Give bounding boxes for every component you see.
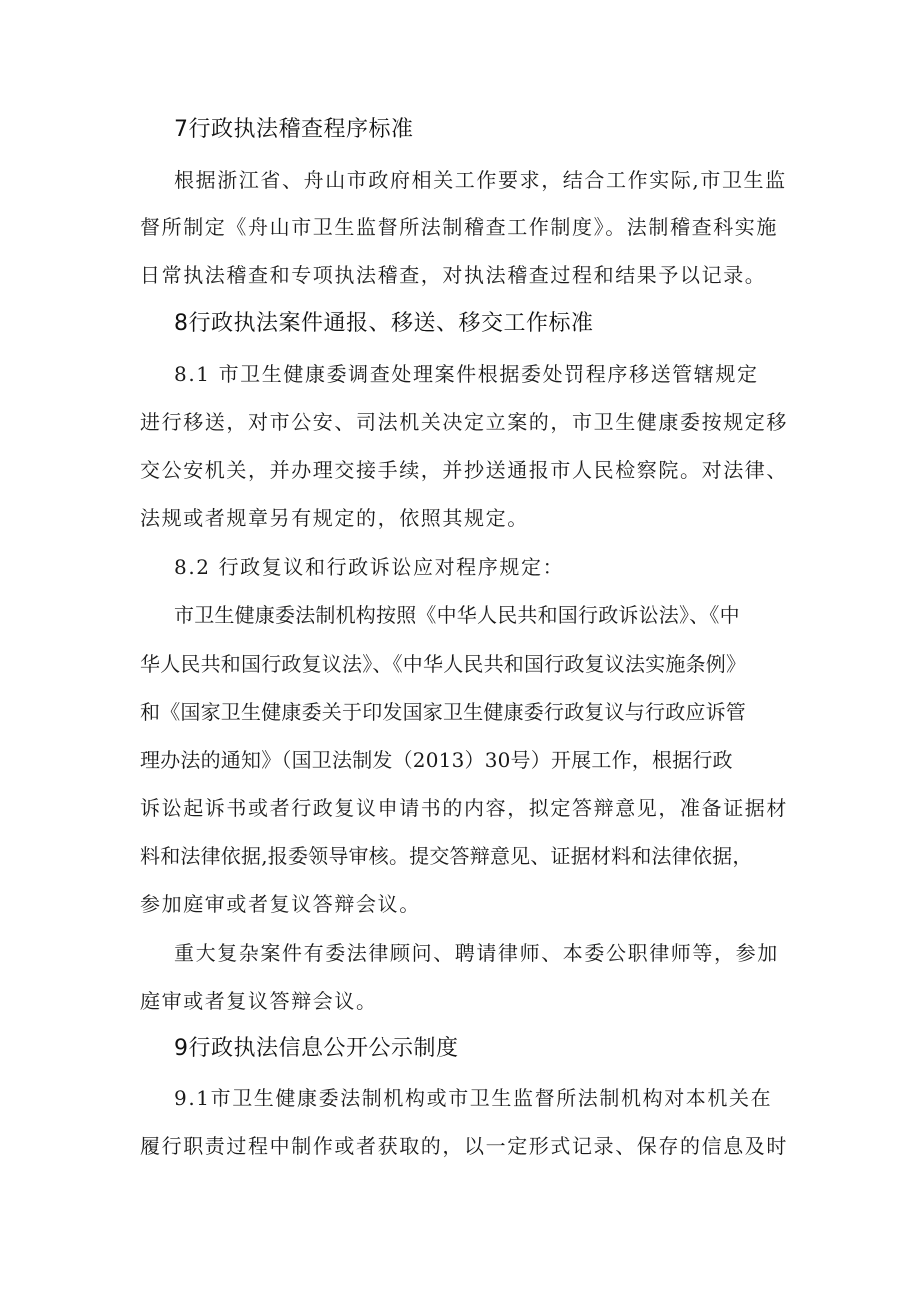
section-8-2-line-6: 料和法律依据,报委领导审核。提交答辩意见、证据材料和法律依据， [140,844,753,868]
section-8-3-line-1: 重大复杂案件有委法律顾问、聘请律师、本委公职律师等，参加 [174,941,779,965]
section-8-1-line-2: 进行移送，对市公安、司法机关决定立案的，市卫生健康委按规定移 [140,410,788,434]
section-8-2-line-2: 华人民共和国行政复议法》、《中华人民共和国行政复议法实施条例》 [140,652,747,676]
section-7-heading: 7行政执法稽查程序标准 [174,117,414,142]
section-8-2-line-1: 市卫生健康委法制机构按照《中华人民共和国行政诉讼法》、《中 [174,603,740,627]
section-9-heading: 9行政执法信息公开公示制度 [174,1036,459,1061]
section-8-3-line-2: 庭审或者复议答辩会议。 [140,989,378,1013]
section-8-2-line-7: 参加庭审或者复议答辩会议。 [140,892,421,916]
section-8-1-line-3: 交公安机关，并办理交接手续，并抄送通报市人民检察院。对法律、 [140,458,788,482]
section-8-2-line-5: 诉讼起诉书或者行政复议申请书的内容，拟定答辩意见，准备证据材 [140,796,788,820]
section-8-2-line-3: 和《国家卫生健康委关于印发国家卫生健康委行政复议与行政应诉管 [140,700,746,724]
section-9-1-line-2: 履行职责过程中制作或者获取的，以一定形式记录、保存的信息及时 [140,1134,788,1158]
section-9-1-line-1: 9.1市卫生健康委法制机构或市卫生监督所法制机构对本机关在 [174,1086,773,1110]
section-7-line-3: 日常执法稽查和专项执法稽查，对执法稽查过程和结果予以记录。 [140,263,767,287]
section-7-line-2: 督所制定《舟山市卫生监督所法制稽查工作制度》。法制稽查科实施 [140,215,778,239]
section-8-1-line-4: 法规或者规章另有规定的，依照其规定。 [140,506,529,530]
section-8-heading: 8行政执法案件通报、移送、移交工作标准 [174,311,594,336]
section-8-1-line-1: 8.1 市卫生健康委调查处理案件根据委处罚程序移送管辖规定 [174,362,759,386]
section-8-2-line-4: 理办法的通知》（国卫法制发（2013）30号）开展工作，根据行政 [140,748,733,772]
section-7-line-1: 根据浙江省、舟山市政府相关工作要求，结合工作实际,市卫生监 [174,168,787,192]
section-8-2-heading: 8.2 行政复议和行政诉讼应对程序规定： [174,555,565,579]
